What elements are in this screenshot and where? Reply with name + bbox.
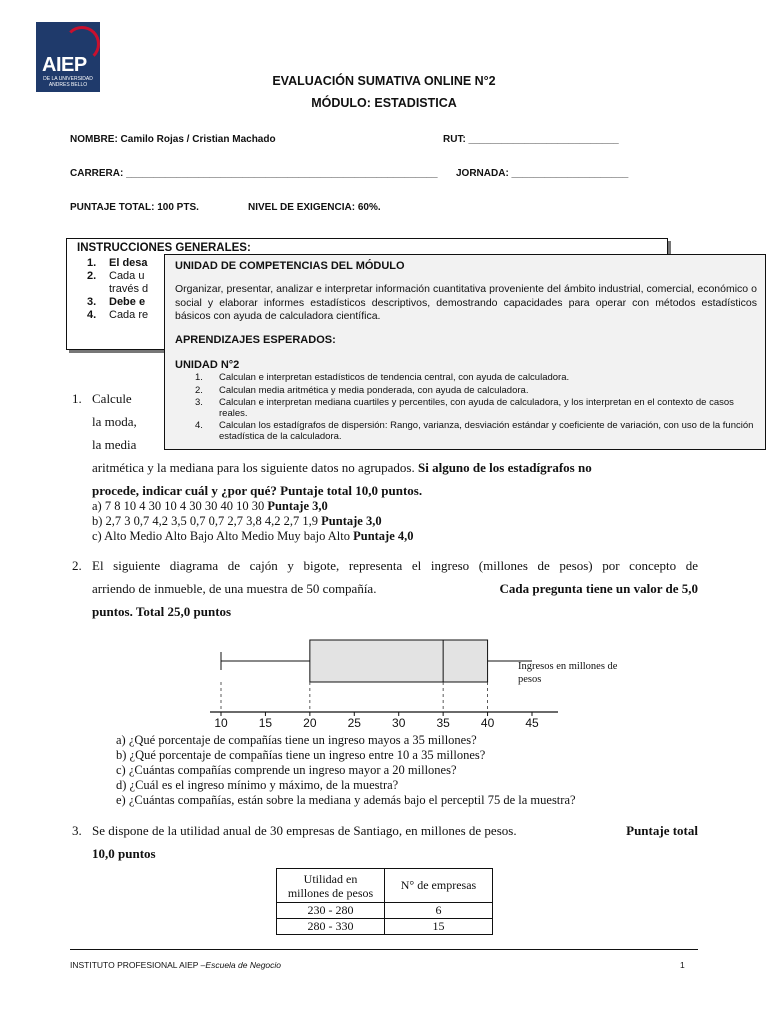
x-tick-label: 20 — [303, 716, 317, 730]
page-subtitle: MÓDULO: ESTADISTICA — [311, 96, 457, 110]
x-tick-label: 45 — [525, 716, 539, 730]
page-number: 1 — [680, 960, 685, 970]
expected-list — [195, 373, 755, 444]
q2-question-a: a) ¿Qué porcentaje de compañías tiene un ingreso mayos a 35 millones? — [116, 733, 477, 747]
iqr-box — [310, 640, 488, 682]
list-item: 3. Calculan e interpretan mediana cuartiles y percentiles, con ayuda de calculadora, y los interpretan en el contexto de casos reales. — [195, 397, 734, 419]
expected-heading: APRENDIZAJES ESPERADOS: — [175, 334, 336, 346]
list-item: 3. Debe e — [87, 296, 146, 308]
q2-number: 2. — [72, 558, 82, 573]
table-header-row — [277, 869, 493, 903]
q2-question-d: d) ¿Cuál es el ingreso mínimo y máximo, de la muestra? — [116, 778, 399, 792]
competencies-box — [164, 254, 766, 450]
table-cell: 230 - 280 — [277, 903, 385, 919]
q1-item-a: a) 7 8 10 4 30 10 4 30 30 40 10 30 Puntaje 3,0 — [92, 499, 328, 513]
page-title: EVALUACIÓN SUMATIVA ONLINE N°2 — [272, 74, 496, 88]
q1-item-b: b) 2,7 3 0,7 4,2 3,5 0,7 0,7 2,7 3,8 4,2 2,7 1,9 Puntaje 3,0 — [92, 514, 382, 528]
x-tick-label: 10 — [214, 716, 228, 730]
table-header: N° de empresas — [385, 869, 493, 903]
x-tick-label: 30 — [392, 716, 406, 730]
instructions-heading: INSTRUCCIONES GENERALES: — [77, 242, 251, 254]
list-item: 1. El desa — [87, 257, 148, 269]
name-field: NOMBRE: Camilo Rojas / Cristian Machado — [70, 134, 276, 145]
rut-field: RUT: ___________________________ — [443, 134, 619, 145]
box-plot-marks — [221, 640, 532, 712]
list-item: 2. Calculan media aritmética y media ponderada, con ayuda de calculadora. — [195, 384, 529, 396]
table-header: Utilidad en millones de pesos — [277, 869, 385, 903]
utility-table — [276, 868, 493, 935]
q3-line1: Se dispone de la utilidad anual de 30 empresas de Santiago, en millones de pesos. Puntaje total — [92, 823, 698, 838]
q1-bold: Si alguno de los estadígrafos no — [417, 460, 592, 475]
q1-bold-line: procede, indicar cuál y ¿por qué? Puntaje total 10,0 puntos. — [92, 483, 423, 498]
q1-fragment: la moda, — [92, 414, 137, 429]
table-cell: 6 — [385, 903, 493, 919]
table-cell: 280 - 330 — [277, 919, 385, 935]
carrera-field: CARRERA: ________________________________________________________ — [70, 168, 438, 179]
q2-line1: El siguiente diagrama de cajón y bigote, representa el ingreso (millones de pesos) por concepto de — [92, 558, 698, 573]
q2-question-b: b) ¿Qué porcentaje de compañías tiene un ingreso entre 10 a 35 millones? — [116, 748, 486, 762]
puntaje-total: PUNTAJE TOTAL: 100 PTS. — [70, 202, 199, 213]
tick-group — [214, 712, 539, 730]
x-tick-label: 15 — [258, 716, 273, 730]
q1-fragment: Calcule — [92, 391, 132, 406]
footer-text: INSTITUTO PROFESIONAL AIEP –Escuela de Negocio — [70, 960, 282, 970]
list-item: través d — [109, 283, 149, 295]
table-cell: 15 — [385, 919, 493, 935]
nivel-exigencia: NIVEL DE EXIGENCIA: 60%. — [248, 202, 381, 213]
q3-line2: 10,0 puntos — [92, 846, 156, 861]
q2-question-c: c) ¿Cuántas compañías comprende un ingreso mayor a 20 millones? — [116, 763, 457, 777]
table-row — [277, 903, 493, 919]
q2-question-e: e) ¿Cuántas compañías, están sobre la mediana y además bajo el perceptil 75 de la muestra? — [116, 793, 576, 807]
unit-heading: UNIDAD N°2 — [175, 359, 240, 371]
q1-fragment: la media — [92, 437, 137, 452]
q1-text: aritmética y la mediana para los siguiente datos no agrupados. Si alguno de los estadígrafos no — [92, 460, 592, 475]
list-item: 4. Calculan los estadígrafos de dispersión: Rango, varianza, desviación estándar y coeficiente de variación, con uso de la función estadística de la calculadora. — [195, 420, 754, 442]
competencies-heading: UNIDAD DE COMPETENCIAS DEL MÓDULO — [175, 260, 405, 272]
x-tick-label: 35 — [436, 716, 450, 730]
q2-line2: arriendo de inmueble, de una muestra de 50 compañía. Cada pregunta tiene un valor de 5,0 — [92, 581, 698, 596]
logo-subtitle: DE LA UNIVERSIDAD ANDRES BELLO — [43, 76, 93, 88]
chart-annotation: Ingresos en millones de pesos — [518, 661, 618, 685]
jornada-field: JORNADA: _____________________ — [456, 168, 629, 179]
q3-number: 3. — [72, 823, 82, 838]
logo-text: AIEP — [42, 54, 87, 76]
q1-item-c: c) Alto Medio Alto Bajo Alto Medio Muy bajo Alto Puntaje 4,0 — [92, 529, 414, 543]
list-item: 1. Calculan e interpretan estadísticos de tendencia central, con ayuda de calculadora. — [195, 372, 570, 383]
q1-number: 1. — [72, 391, 82, 406]
instructions-list — [87, 257, 148, 322]
table-row — [277, 919, 493, 935]
list-item: 2. Cada u — [87, 270, 145, 282]
q2-line3: puntos. Total 25,0 puntos — [92, 604, 232, 619]
x-tick-label: 40 — [480, 716, 495, 730]
competencies-text: Organizar, presentar, analizar e interpretar información cuantitativa proveniente del ámbito industrial, comercial, económico o social y elaborar informes estadísticos descriptivos, demostrando capacidades para operar con métodos estadísticos básicos con ayuda de calculadora científica. — [175, 283, 757, 322]
x-tick-label: 25 — [347, 716, 361, 730]
footer-divider — [70, 949, 698, 950]
list-item: 4. Cada re — [87, 309, 149, 321]
